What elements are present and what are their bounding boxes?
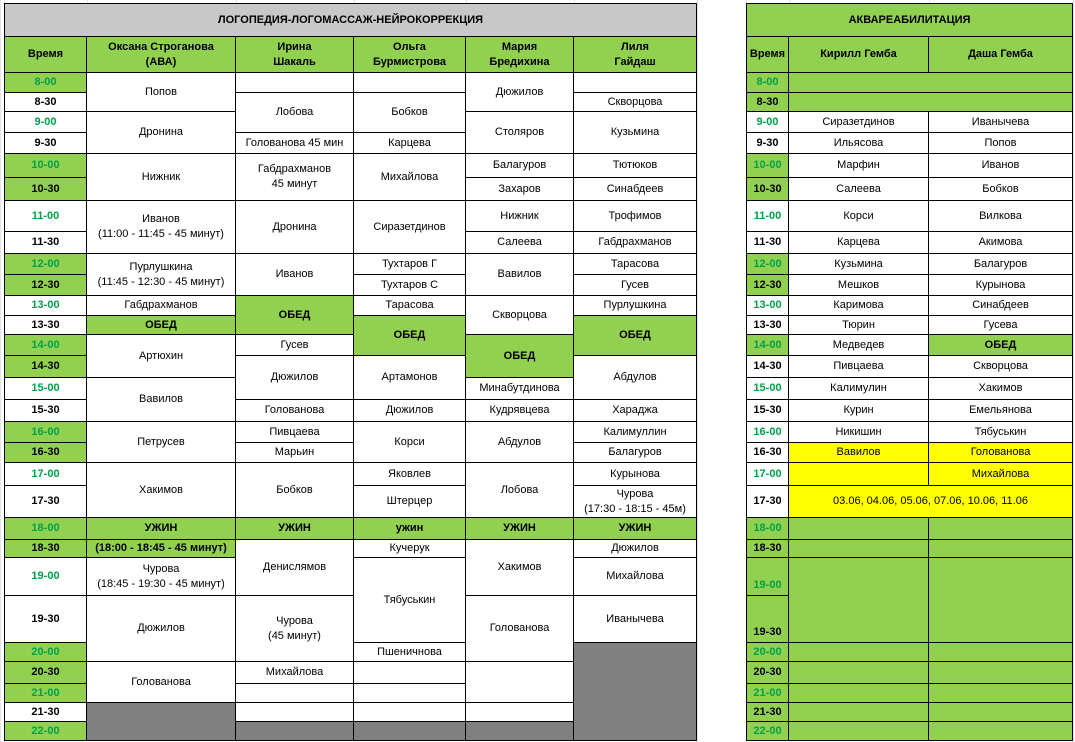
time-slot-label: 19-00: [746, 558, 789, 596]
schedule-cell: Попов: [929, 133, 1073, 154]
time-slot-label: 18-00: [746, 518, 789, 540]
schedule-cell: Бобков: [929, 178, 1073, 201]
time-slot-label: 18-30: [4, 540, 87, 558]
time-slot-label: 10-30: [4, 178, 87, 201]
schedule-cell-abdulov: Абдулов: [466, 422, 574, 463]
schedule-cell-pshenichnova: Пшеничнова: [354, 643, 466, 662]
specialist-header: Мария Бредихина: [466, 37, 574, 73]
time-slot-label: 20-30: [746, 662, 789, 684]
time-slot-label: 21-00: [746, 684, 789, 703]
schedule-cell-tyabuskin: Тябуськин: [354, 558, 466, 643]
schedule-cell-purlushkina: Пурлушкина: [574, 296, 697, 316]
schedule-cell-churova: Чурова (18:45 - 19:30 - 45 минут): [87, 558, 236, 596]
time-slot-label: 15-30: [746, 400, 789, 422]
time-slot-label: 12-30: [4, 275, 87, 296]
empty-cell: [354, 73, 466, 93]
time-slot-label: 13-30: [4, 316, 87, 335]
schedule-cell-lunch: ОБЕД: [236, 296, 354, 335]
schedule-cell-balagurov: Балагуров: [574, 443, 697, 463]
schedule-cell: Тябуськин: [929, 422, 1073, 443]
time-slot-label: 12-00: [746, 254, 789, 275]
schedule-cell: Карцева: [789, 232, 929, 254]
schedule-cell-mikhaylova: Михайлова: [236, 662, 354, 684]
schedule-cell-shtertser: Штерцер: [354, 486, 466, 518]
schedule-cell: Мешков: [789, 275, 929, 296]
blocked-cell: [929, 518, 1073, 540]
blocked-cell: [789, 540, 929, 558]
schedule-cell-golovanova: Голованова: [236, 400, 354, 422]
time-slot-label: 13-00: [4, 296, 87, 316]
schedule-cell-abdulov: Абдулов: [574, 356, 697, 400]
time-slot-label: 9-30: [4, 133, 87, 154]
time-slot-label: 18-30: [746, 540, 789, 558]
schedule-cell-mikhaylova: Михайлова: [574, 558, 697, 596]
time-slot-label: 10-00: [4, 154, 87, 178]
time-slot-label: 19-30: [4, 596, 87, 643]
schedule-cell: Скворцова: [929, 356, 1073, 378]
time-slot-label: 11-00: [4, 201, 87, 232]
time-slot-label: 15-30: [4, 400, 87, 422]
schedule-cell-ivanycheva: Иванычева: [574, 596, 697, 643]
blocked-cell: [789, 518, 929, 540]
schedule-cell-dronina: Дронина: [87, 112, 236, 154]
schedule-cell: Гусева: [929, 316, 1073, 335]
schedule-cell: Каримова: [789, 296, 929, 316]
time-slot-label: 17-00: [4, 463, 87, 486]
schedule-cell-kuzmina: Кузьмина: [574, 112, 697, 154]
schedule-cell-dinner: УЖИН: [466, 518, 574, 540]
schedule-cell: Голованова: [929, 443, 1073, 463]
time-slot-label: 14-00: [4, 335, 87, 356]
schedule-cell-kudryavtseva: Кудрявцева: [466, 400, 574, 422]
time-slot-label: 8-00: [4, 73, 87, 93]
time-slot-label: 20-00: [746, 643, 789, 662]
schedule-cell-skvortsova: Скворцова: [574, 93, 697, 112]
schedule-cell-gabdrakhmanov: Габдрахманов: [87, 296, 236, 316]
schedule-cell-lunch: ОБЕД: [354, 316, 466, 356]
schedule-cell-golovanova: Голованова: [466, 596, 574, 662]
schedule-cell-kartseva: Карцева: [354, 133, 466, 154]
schedule-cell-dronina: Дронина: [236, 201, 354, 254]
time-slot-label: 10-30: [746, 178, 789, 201]
schedule-cell-kucheruk: Кучерук: [354, 540, 466, 558]
schedule-cell-yakovlev: Яковлев: [354, 463, 466, 486]
empty-cell: [236, 73, 354, 93]
schedule-cell-petrusev: Петрусев: [87, 422, 236, 463]
schedule-cell-lobova: Лобова: [236, 93, 354, 133]
schedule-cell: Иванычева: [929, 112, 1073, 133]
specialist-header: Оксана Строганова (АВА): [87, 37, 236, 73]
empty-cell: [236, 722, 354, 741]
time-column-header: Время: [4, 37, 87, 73]
blocked-cell: [929, 662, 1073, 684]
empty-cell: [789, 463, 929, 486]
schedule-cell-khakimov: Хакимов: [466, 540, 574, 596]
time-slot-label: 12-30: [746, 275, 789, 296]
schedule-cell: Вавилов: [789, 443, 929, 463]
time-slot-label: 18-00: [4, 518, 87, 540]
empty-cell: [236, 703, 354, 722]
schedule-cell-vavilov: Вавилов: [466, 254, 574, 296]
time-slot-label: 19-00: [4, 558, 87, 596]
left-table-title: ЛОГОПЕДИЯ-ЛОГОМАССАЖ-НЕЙРОКОРРЕКЦИЯ: [4, 3, 697, 37]
schedule-cell: ОБЕД: [929, 335, 1073, 356]
schedule-cell-dinner: УЖИН: [87, 518, 236, 540]
schedule-cell-sinabdeev: Синабдеев: [574, 178, 697, 201]
time-slot-label: 19-30: [746, 596, 789, 643]
schedule-cell: Вилкова: [929, 201, 1073, 232]
time-slot-label: 10-00: [746, 154, 789, 178]
time-slot-label: 17-00: [746, 463, 789, 486]
schedule-cell: Никишин: [789, 422, 929, 443]
time-slot-label: 11-30: [4, 232, 87, 254]
time-slot-label: 8-30: [746, 93, 789, 112]
blocked-cell: [574, 643, 697, 741]
schedule-cell-ivanov: Иванов (11:00 - 11:45 - 45 минут): [87, 201, 236, 254]
blocked-cell: [574, 73, 697, 93]
schedule-cell-popov: Попов: [87, 73, 236, 112]
schedule-cell-ivanov: Иванов: [236, 254, 354, 296]
schedule-cell-artamonov: Артамонов: [354, 356, 466, 400]
schedule-cell-balagurov: Балагуров: [466, 154, 574, 178]
specialist-header: Лиля Гайдаш: [574, 37, 697, 73]
schedule-cell-tarasova: Тарасова: [574, 254, 697, 275]
specialist-header: Даша Гемба: [929, 37, 1073, 73]
schedule-cell-tyutyukov: Тютюков: [574, 154, 697, 178]
schedule-cell-lobova: Лобова: [466, 463, 574, 518]
schedule-cell-tukhtarov_s: Тухтаров С: [354, 275, 466, 296]
empty-cell: [354, 684, 466, 703]
schedule-cell-sirazetdinov: Сиразетдинов: [354, 201, 466, 254]
time-slot-label: 13-00: [746, 296, 789, 316]
schedule-cell-dyuzhilov: Дюжилов: [466, 73, 574, 112]
blocked-cell: [789, 703, 929, 722]
time-slot-label: 14-30: [4, 356, 87, 378]
schedule-cell-golovanova45: Голованова 45 мин: [236, 133, 354, 154]
schedule-cell-churova: Чурова (17:30 - 18:15 - 45м): [574, 486, 697, 518]
schedule-cell: Пивцаева: [789, 356, 929, 378]
schedule-cell: Акимова: [929, 232, 1073, 254]
schedule-cell-dyuzhilov: Дюжилов: [236, 356, 354, 400]
schedule-cell: Курынова: [929, 275, 1073, 296]
time-slot-label: 9-30: [746, 133, 789, 154]
schedule-cell-artyukhin: Артюхин: [87, 335, 236, 378]
empty-cell: [354, 662, 466, 684]
schedule-cell-mikhaylova: Михайлова: [354, 154, 466, 201]
time-slot-label: 14-00: [746, 335, 789, 356]
schedule-cell-golovanova: Голованова: [87, 662, 236, 703]
time-slot-label: 21-00: [4, 684, 87, 703]
schedule-cell-dyuzhilov: Дюжилов: [87, 596, 236, 662]
blocked-cell: [929, 684, 1073, 703]
blocked-cell: [929, 540, 1073, 558]
specialist-header: Ольга Бурмистрова: [354, 37, 466, 73]
schedule-cell-gusev: Гусев: [236, 335, 354, 356]
gridline: [697, 0, 698, 742]
right-table-title: АКВАРЕАБИЛИТАЦИЯ: [746, 3, 1073, 37]
schedule-cell: Курин: [789, 400, 929, 422]
schedule-cell: Иванов: [929, 154, 1073, 178]
schedule-cell: Корси: [789, 201, 929, 232]
schedule-cell: Хакимов: [929, 378, 1073, 400]
gridline: [0, 0, 1, 742]
time-slot-label: 22-00: [746, 722, 789, 741]
time-slot-label: 11-00: [746, 201, 789, 232]
blocked-cell: [789, 558, 929, 643]
schedule-cell-vavilov: Вавилов: [87, 378, 236, 422]
schedule-cell-lunch: ОБЕД: [574, 316, 697, 356]
schedule-cell-skvortsova: Скворцова: [466, 296, 574, 335]
empty-cell: [789, 73, 1073, 93]
time-column-header: Время: [746, 37, 789, 73]
time-slot-label: 15-00: [746, 378, 789, 400]
schedule-cell-nizhnik: Нижник: [87, 154, 236, 201]
schedule-cell-gabdrakhmanov45: Габдрахманов 45 минут: [236, 154, 354, 201]
time-slot-label: 16-30: [746, 443, 789, 463]
blocked-cell: [87, 703, 236, 741]
blocked-cell: [929, 558, 1073, 643]
schedule-cell-bobkov: Бобков: [236, 463, 354, 518]
schedule-cell-tukhtarov_g: Тухтаров Г: [354, 254, 466, 275]
empty-cell: [789, 93, 1073, 112]
schedule-cell: Сиразетдинов: [789, 112, 929, 133]
schedule-cell-churova45: Чурова (45 минут): [236, 596, 354, 662]
schedule-cell-korsi: Корси: [354, 422, 466, 463]
time-slot-label: 17-30: [4, 486, 87, 518]
schedule-cell-pivtsaeva: Пивцаева: [236, 422, 354, 443]
schedule-cell-kalimullin: Калимуллин: [574, 422, 697, 443]
schedule-cell-dyuzhilov: Дюжилов: [354, 400, 466, 422]
schedule-cell-dyuzhilov: Дюжилов: [574, 540, 697, 558]
specialist-header: Кирилл Гемба: [789, 37, 929, 73]
schedule-cell: Калимулин: [789, 378, 929, 400]
dates-note-cell: 03.06, 04.06, 05.06, 07.06, 10.06, 11.06: [789, 486, 1073, 518]
time-slot-label: 9-00: [4, 112, 87, 133]
schedule-cell-purlushkina: Пурлушкина (11:45 - 12:30 - 45 минут): [87, 254, 236, 296]
time-slot-label: 12-00: [4, 254, 87, 275]
schedule-cell-kurynova: Курынова: [574, 463, 697, 486]
schedule-cell-dinner: ужин: [354, 518, 466, 540]
time-slot-label: 14-30: [746, 356, 789, 378]
schedule-cell: Салеева: [789, 178, 929, 201]
schedule-cell-khakimov: Хакимов: [87, 463, 236, 518]
schedule-cell-dinner: УЖИН: [574, 518, 697, 540]
time-slot-label: 20-30: [4, 662, 87, 684]
schedule-cell: Кузьмина: [789, 254, 929, 275]
schedule-cell-tarasova: Тарасова: [354, 296, 466, 316]
empty-cell: [354, 722, 466, 741]
blocked-cell: [789, 643, 929, 662]
schedule-cell-gusev: Гусев: [574, 275, 697, 296]
time-slot-label: 11-30: [746, 232, 789, 254]
schedule-cell-dinner_time: (18:00 - 18:45 - 45 минут): [87, 540, 236, 558]
empty-cell: [236, 684, 354, 703]
gridline: [1073, 0, 1074, 742]
schedule-cell-stolyarov: Столяров: [466, 112, 574, 154]
schedule-cell-bobkov: Бобков: [354, 93, 466, 133]
time-slot-label: 13-30: [746, 316, 789, 335]
empty-cell: [354, 703, 466, 722]
blocked-cell: [789, 684, 929, 703]
schedule-cell: Михайлова: [929, 463, 1073, 486]
time-slot-label: 15-00: [4, 378, 87, 400]
schedule-cell-lunch: ОБЕД: [87, 316, 236, 335]
time-slot-label: 22-00: [4, 722, 87, 741]
schedule-cell-trofimov: Трофимов: [574, 201, 697, 232]
blocked-cell: [789, 722, 929, 741]
time-slot-label: 16-00: [746, 422, 789, 443]
blocked-cell: [789, 662, 929, 684]
time-slot-label: 16-00: [4, 422, 87, 443]
schedule-cell-dinner: УЖИН: [236, 518, 354, 540]
schedule-cell: Синабдеев: [929, 296, 1073, 316]
schedule-cell-minabutdinova: Минабутдинова: [466, 378, 574, 400]
schedule-cell: Балагуров: [929, 254, 1073, 275]
time-slot-label: 16-30: [4, 443, 87, 463]
schedule-cell: Тюрин: [789, 316, 929, 335]
blocked-cell: [929, 643, 1073, 662]
schedule-cell-nizhnik: Нижник: [466, 201, 574, 232]
empty-cell: [466, 703, 574, 722]
time-slot-label: 9-00: [746, 112, 789, 133]
schedule-cell: Ильясова: [789, 133, 929, 154]
schedule-cell-zakharov: Захаров: [466, 178, 574, 201]
schedule-cell-kharadzha: Хараджа: [574, 400, 697, 422]
time-slot-label: 8-00: [746, 73, 789, 93]
schedule-cell: Медведев: [789, 335, 929, 356]
schedule-cell-maryin: Марьин: [236, 443, 354, 463]
time-slot-label: 21-30: [4, 703, 87, 722]
schedule-cell-lunch: ОБЕД: [466, 335, 574, 378]
time-slot-label: 17-30: [746, 486, 789, 518]
time-slot-label: 8-30: [4, 93, 87, 112]
schedule-cell-saleeva: Салеева: [466, 232, 574, 254]
schedule-cell-denislyamov: Денислямов: [236, 540, 354, 596]
time-slot-label: 20-00: [4, 643, 87, 662]
blocked-cell: [929, 703, 1073, 722]
time-slot-label: 21-30: [746, 703, 789, 722]
specialist-header: Ирина Шакаль: [236, 37, 354, 73]
schedule-cell: Емельянова: [929, 400, 1073, 422]
blocked-cell: [929, 722, 1073, 741]
empty-cell: [466, 722, 574, 741]
schedule-cell: Марфин: [789, 154, 929, 178]
empty-cell: [466, 662, 574, 703]
schedule-cell-gabdrakhmanov: Габдрахманов: [574, 232, 697, 254]
